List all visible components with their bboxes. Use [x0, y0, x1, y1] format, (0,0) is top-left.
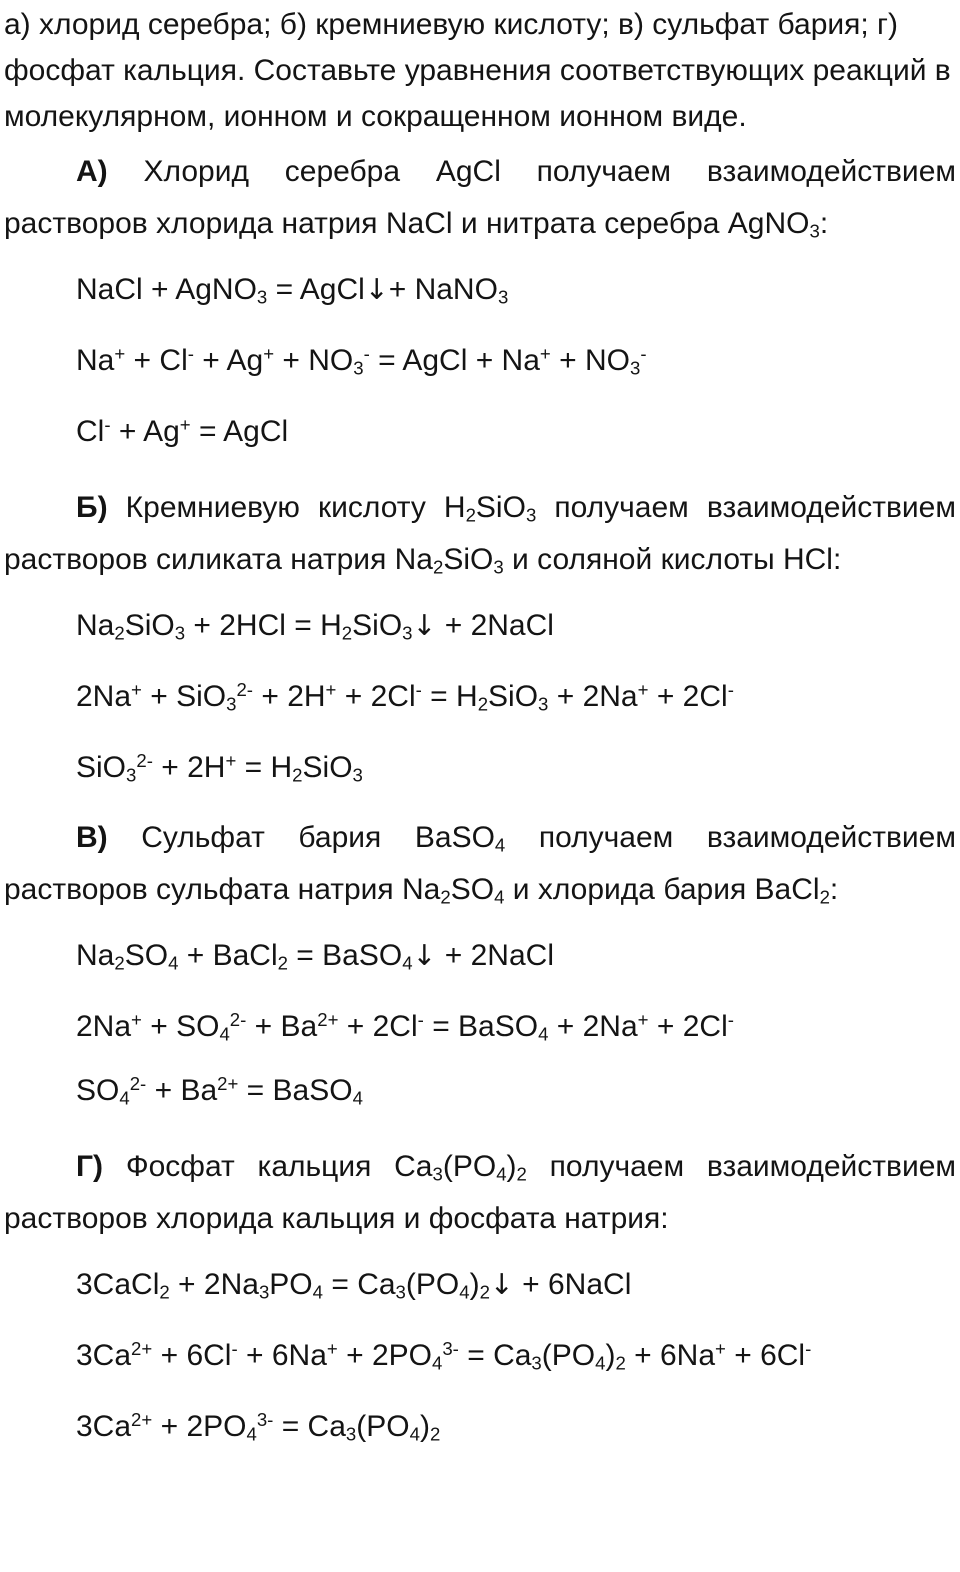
subscript: 2	[516, 1163, 527, 1185]
subscript: 3	[497, 286, 509, 308]
subscript: 2	[114, 622, 125, 644]
superscript: -	[805, 1337, 812, 1359]
precipitate-arrow-icon: ↓	[412, 609, 437, 642]
subscript: 3	[432, 1163, 443, 1185]
subscript: 4	[459, 1281, 470, 1303]
subscript: 3	[352, 764, 363, 786]
subscript: 4	[496, 1163, 507, 1185]
section-b-body: Кремниевую кислоту $H_2SiO_3$ получаем взаимодействием растворов силиката натрия $Na_2SiO_3$ и соляной кислоты HCl:	[4, 491, 956, 578]
subscript: 4	[402, 952, 413, 974]
superscript: 2+	[217, 1072, 239, 1094]
subscript: 3	[353, 357, 364, 379]
subscript: 3	[629, 357, 641, 379]
precipitate-arrow-icon: ↓	[489, 1268, 514, 1301]
superscript: +	[179, 413, 191, 435]
superscript: -	[363, 342, 370, 364]
subscript: 2	[277, 952, 288, 974]
equation-ionic: $2Na^+ + SO_4^{2-} + Ba^{2+} + 2Cl^-$ = BaSO$_4$ + 2Na+ + 2Cl-	[76, 1008, 734, 1045]
subscript: 4	[494, 834, 506, 856]
section-c-label: В)	[76, 821, 108, 854]
section-c	[4, 812, 956, 1113]
equation-ionic: $3Ca^{2+} + 6Cl^- + 6Na^+ + 2PO_4^{3-} = Ca_3(PO_4)_2 + 6Na^+ + 6Cl^-$	[76, 1337, 812, 1374]
subscript: 3	[126, 764, 137, 786]
subscript: 3	[345, 1423, 357, 1445]
section-b-text	[4, 482, 956, 586]
subscript: 2	[615, 1352, 626, 1374]
section-d-body: Фосфат кальция $Ca_3(PO_4)_2$ получаем взаимодействием растворов хлорида кальция и фосфата натрия:	[4, 1150, 957, 1235]
subscript: 2	[429, 1423, 441, 1445]
subscript: 4	[409, 1423, 420, 1445]
section-a-label: А)	[76, 155, 108, 188]
subscript: 2	[479, 1281, 490, 1303]
subscript: 3	[538, 693, 549, 715]
subscript: 3	[809, 220, 820, 242]
section-a-text	[4, 146, 956, 250]
superscript: +	[263, 342, 275, 364]
equation-short-ionic: $SiO_3^{2-} + 2H^+ = H_2SiO_3$	[76, 749, 363, 786]
subscript: 4	[246, 1423, 257, 1445]
spacer	[4, 250, 956, 268]
superscript: -	[727, 1008, 734, 1030]
equation-molecular: NaCl + AgNO$_3$ = AgCl↓+ NaNO$_3$	[76, 273, 509, 308]
superscript: +	[131, 1008, 142, 1030]
equation-ionic: $Na^+ + Cl^- + Ag^+ + NO_3^-$ = AgCl + $Na^+ + NO_3^-$	[76, 342, 647, 379]
task-text: а) хлорид серебра; б) кремниевую кислоту; в) сульфат бария; г) фосфат кальция. Составьте уравнения соответствующих реакций в молекулярном, ионном и сокращенном ионном виде.	[4, 8, 951, 133]
superscript: 2+	[131, 1337, 153, 1359]
precipitate-arrow-icon: ↓	[412, 939, 437, 972]
superscript: 2-	[136, 749, 153, 771]
subscript: 3	[226, 693, 237, 715]
superscript: 2+	[317, 1008, 339, 1030]
subscript: 3	[402, 622, 413, 644]
subscript: 4	[119, 1087, 130, 1109]
subscript: 3	[531, 1352, 542, 1374]
subscript: 4	[352, 1087, 363, 1109]
subscript: 2	[819, 886, 830, 908]
subscript: 2	[477, 693, 489, 715]
subscript: 2	[433, 556, 444, 578]
superscript: 2-	[236, 678, 253, 700]
equation-molecular: $Na_2SO_4$ + BaCl$_2$ = BaSO$_4$↓ + 2NaCl	[76, 939, 554, 974]
superscript: -	[187, 342, 194, 364]
subscript: 3	[493, 556, 504, 578]
equation-ionic: $2Na^+ + SiO_3^{2-} + 2H^+ + 2Cl^- = H_2SiO_3 + 2Na^+ + 2Cl^-$	[76, 678, 734, 715]
equation-short-ionic: $SO_4^{2-} + Ba^{2+}$ = BaSO$_4$	[76, 1072, 363, 1109]
superscript: +	[225, 749, 237, 771]
superscript: -	[104, 413, 111, 435]
superscript: +	[114, 342, 126, 364]
section-c-body: Сульфат бария BaSO$_4$ получаем взаимодействием растворов сульфата натрия $Na_2SO_4$ и хлорида бария BaCl$_2$:	[4, 821, 956, 908]
superscript: -	[231, 1337, 238, 1359]
subscript: 2	[465, 504, 476, 526]
equation-short-ionic: $3Ca^{2+} + 2PO_4^{3-} = Ca_3(PO_4)_2$	[76, 1408, 441, 1445]
equation-molecular: $Na_2SiO_3 + 2HCl$ = $H_2SiO_3↓$ + 2NaCl	[76, 609, 554, 644]
superscript: 2+	[131, 1408, 153, 1430]
equation-molecular: 3CaCl$_2$ + $2Na_3PO_4$ = $Ca_3(PO_4)_2↓$ + 6NaCl	[76, 1268, 632, 1303]
superscript: 2-	[129, 1072, 147, 1094]
subscript: 4	[312, 1281, 323, 1303]
subscript: 3	[395, 1281, 406, 1303]
subscript: 2	[341, 622, 353, 644]
subscript: 3	[256, 286, 268, 308]
subscript: 2	[159, 1281, 170, 1303]
subscript: 2	[440, 886, 451, 908]
subscript: 4	[595, 1352, 606, 1374]
precipitate-arrow-icon: ↓	[364, 273, 389, 306]
superscript: 2-	[229, 1008, 247, 1030]
superscript: -	[640, 342, 647, 364]
superscript: +	[715, 1337, 726, 1359]
equation-short-ionic: Cl- + Ag+ = AgCl	[76, 413, 289, 448]
section-d-label: Г)	[76, 1150, 103, 1183]
superscript: +	[637, 678, 649, 700]
subscript: 3	[258, 1281, 270, 1303]
section-b	[4, 482, 956, 790]
superscript: +	[326, 1337, 338, 1359]
superscript: +	[637, 1008, 649, 1030]
section-a-body: Хлорид серебра AgCl получаем взаимодействием растворов хлорида натрия NaCl и нитрата серебра AgNO$_3$:	[4, 155, 956, 242]
superscript: +	[539, 342, 551, 364]
subscript: 4	[168, 952, 179, 974]
section-a	[4, 146, 956, 454]
section-d	[4, 1141, 956, 1449]
superscript: 3-	[442, 1337, 459, 1359]
superscript: -	[417, 1008, 424, 1030]
section-b-label: Б)	[76, 491, 108, 524]
superscript: -	[415, 678, 422, 700]
subscript: 4	[431, 1352, 443, 1374]
subscript: 4	[538, 1023, 549, 1045]
superscript: +	[325, 678, 337, 700]
superscript: +	[131, 678, 142, 700]
section-c-text	[4, 812, 956, 916]
subscript: 4	[219, 1023, 230, 1045]
subscript: 3	[174, 622, 186, 644]
section-d-text	[4, 1141, 956, 1245]
subscript: 4	[494, 886, 505, 908]
subscript: 3	[525, 504, 537, 526]
superscript: -	[727, 678, 734, 700]
superscript: 3-	[256, 1408, 274, 1430]
subscript: 2	[114, 952, 125, 974]
subscript: 2	[292, 764, 303, 786]
